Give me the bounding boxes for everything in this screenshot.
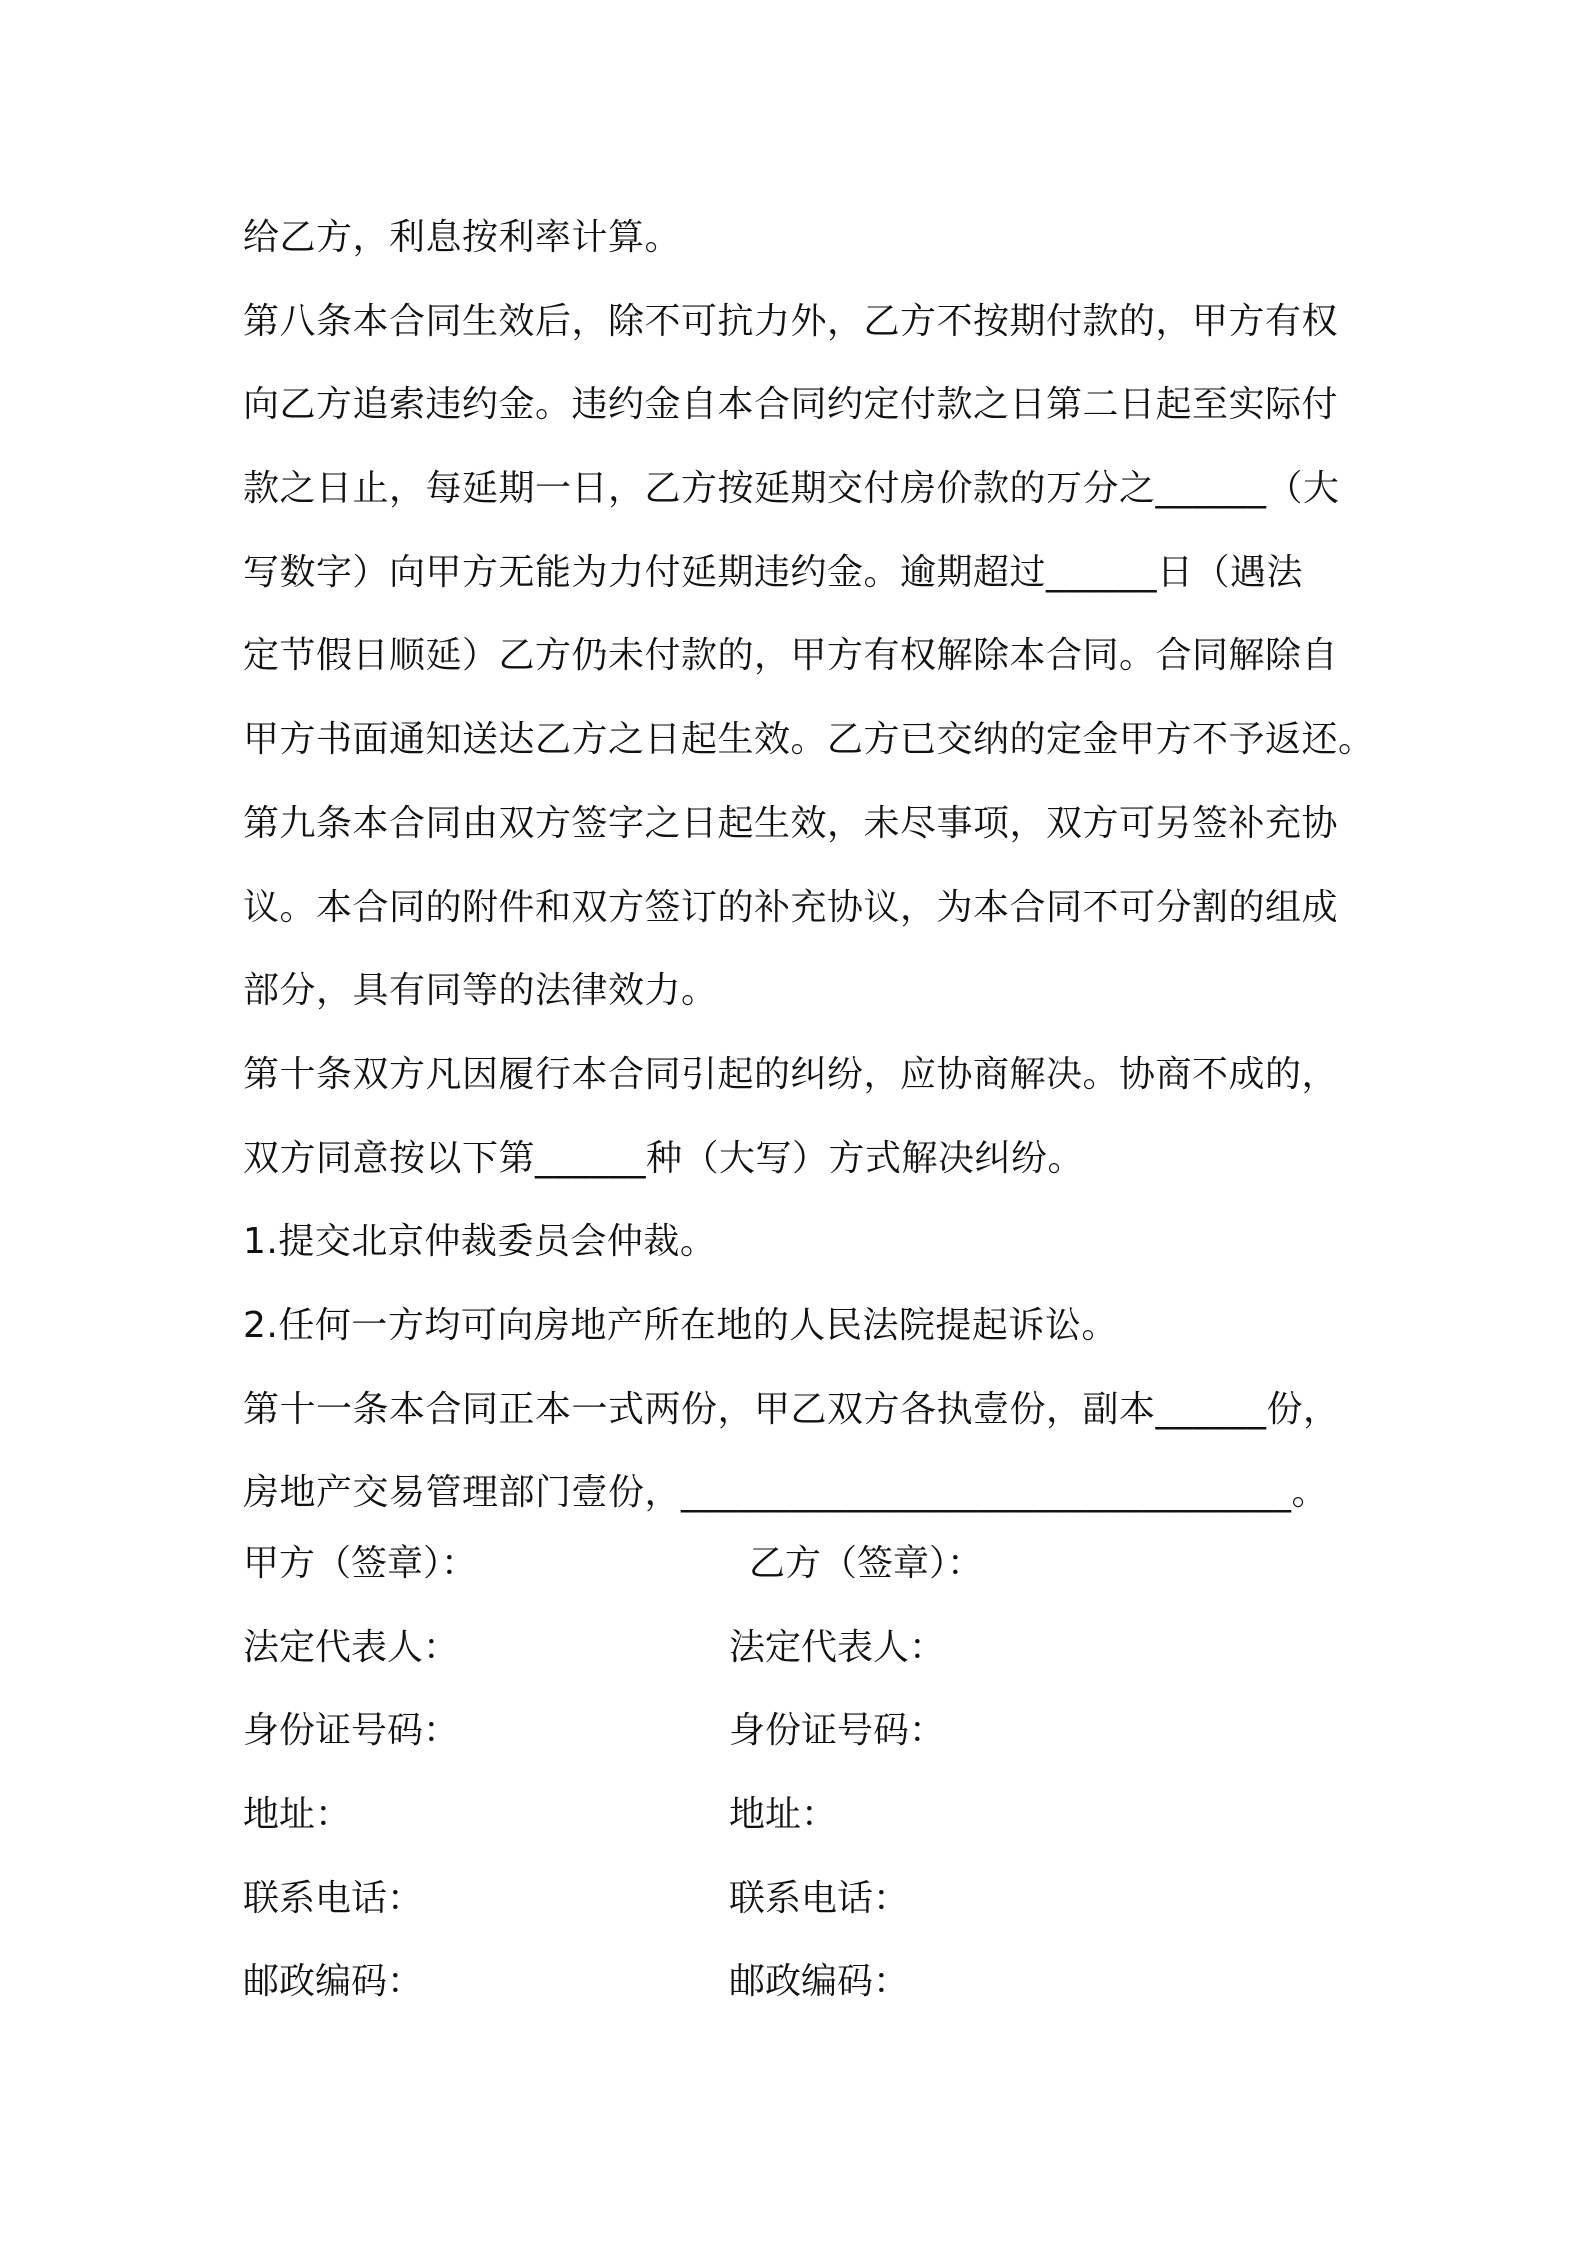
signature-row-representative xyxy=(243,1606,1343,1690)
body-line-16: 房地产交易管理部门壹份，_________________________________。 xyxy=(243,1472,1329,1514)
party-b-address-label: 地址： xyxy=(729,1794,838,1836)
party-b-phone-label: 联系电话： xyxy=(729,1877,910,1919)
body-line-6: 定节假日顺延）乙方仍未付款的，甲方有权解除本合同。合同解除自 xyxy=(243,635,1339,677)
body-line-9: 议。本合同的附件和双方签订的补充协议，为本合同不可分割的组成 xyxy=(243,886,1339,928)
contract-body xyxy=(243,196,1383,1535)
body-line-12: 双方同意按以下第______种（大写）方式解决纠纷。 xyxy=(243,1137,1085,1179)
body-line-15: 第十一条本合同正本一式两份，甲乙双方各执壹份，副本______份， xyxy=(243,1388,1340,1430)
signature-row-phone xyxy=(243,1857,1343,1941)
body-line-13: 1.提交北京仲裁委员会仲裁。 xyxy=(243,1221,717,1263)
signature-row-seal xyxy=(243,1522,1343,1606)
party-a-phone-label: 联系电话： xyxy=(243,1877,424,1919)
body-line-3: 向乙方追索违约金。违约金自本合同约定付款之日第二日起至实际付 xyxy=(243,384,1339,426)
party-b-seal-label: 乙方（签章）： xyxy=(749,1543,984,1584)
party-a-postal-code-label: 邮政编码： xyxy=(243,1961,424,2003)
body-line-11: 第十条双方凡因履行本合同引起的纠纷，应协商解决。协商不成的， xyxy=(243,1053,1339,1095)
party-a-id-label: 身份证号码： xyxy=(243,1710,460,1752)
body-line-14: 2.任何一方均可向房地产所在地的人民法院提起诉讼。 xyxy=(243,1304,1118,1346)
body-line-10: 部分，具有同等的法律效力。 xyxy=(243,970,718,1012)
body-line-7: 甲方书面通知送达乙方之日起生效。乙方已交纳的定金甲方不予返还。 xyxy=(243,719,1375,761)
party-a-address-label: 地址： xyxy=(243,1794,352,1836)
body-line-2: 第八条本合同生效后，除不可抗力外，乙方不按期付款的，甲方有权 xyxy=(243,300,1339,342)
party-a-seal-label: 甲方（签章）： xyxy=(243,1543,478,1584)
party-b-representative-label: 法定代表人： xyxy=(729,1626,946,1668)
body-line-8: 第九条本合同由双方签字之日起生效，未尽事项，双方可另签补充协 xyxy=(243,802,1339,844)
signature-row-address xyxy=(243,1773,1343,1857)
signature-row-postal-code xyxy=(243,1940,1343,2024)
signature-block xyxy=(243,1522,1343,2024)
party-b-postal-code-label: 邮政编码： xyxy=(729,1961,910,2003)
body-line-1: 给乙方，利息按利率计算。 xyxy=(243,217,682,258)
body-line-4: 款之日止，每延期一日，乙方按延期交付房价款的万分之______（大 xyxy=(243,468,1340,510)
party-b-id-label: 身份证号码： xyxy=(729,1710,946,1752)
party-a-representative-label: 法定代表人： xyxy=(243,1626,460,1668)
body-line-5: 写数字）向甲方无能为力付延期违约金。逾期超过______日（遇法 xyxy=(243,551,1304,593)
signature-row-id-number xyxy=(243,1689,1343,1773)
